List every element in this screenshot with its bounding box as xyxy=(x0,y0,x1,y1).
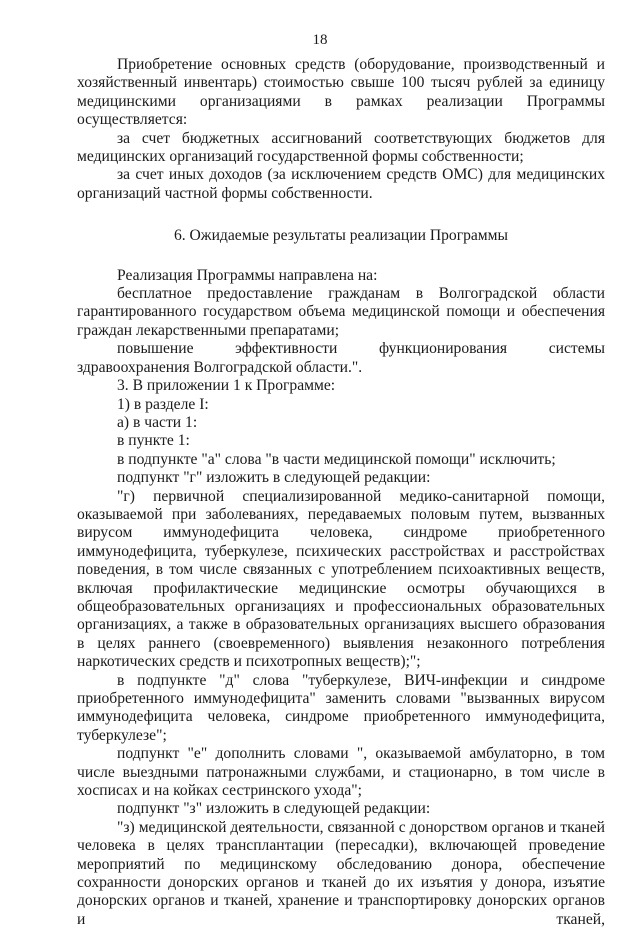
paragraph-acquisition: Приобретение основных средств (оборудование, производственный и хозяйственный инвентарь) стоимостью свыше 100 тысяч рублей за единицу медицинскими организациями в рамках реализации Программы осуществляется: xyxy=(77,56,605,129)
paragraph-subpoint-z-text: "з) медицинской деятельности, связанной с донорством органов и тканей человека в целях трансплантации (пересадки), включающей проведение мероприятий по медицинскому обследованию донора, обеспечение сохранности донорских органов и тканей до их изъятия у донора, изъятие донорских органов и тканей, хранение и транспортировку донорских органов и тканей, xyxy=(77,818,605,928)
document-body xyxy=(77,56,605,929)
paragraph-subpoint-g-text: "г) первичной специализированной медико-санитарной помощи, оказываемой при заболеваниях, передаваемых половым путем, вызванных вирусом иммунодефицита человека, синдроме приобретенного иммунодефицита, туберкулезе, психических расстройствах и расстройствах поведения, в том числе связанных с употреблением психоактивных веществ, включая профилактические медицинские осмотры обучающихся в общеобразовательных организациях и профессиональных образовательных организациях, а также в образовательных организациях высшего образования в целях раннего (своевременного) выявления незаконного потребления наркотических средств и психотропных веществ);"; xyxy=(77,487,605,671)
paragraph-section-i: 1) в разделе I: xyxy=(117,395,209,413)
paragraph-subpoint-g-intro: подпункт "г" изложить в следующей редакции: xyxy=(117,469,431,487)
page-number: 18 xyxy=(312,32,328,48)
paragraph-other-income: за счет иных доходов (за исключением средств ОМС) для медицинских организаций частной формы собственности. xyxy=(77,166,605,202)
paragraph-subpoint-a: в подпункте "а" слова "в части медицинской помощи" исключить; xyxy=(117,450,556,468)
paragraph-free-provision: бесплатное предоставление гражданам в Волгоградской области гарантированного государством объема медицинской помощи и обеспечения граждан лекарственными препаратами; xyxy=(77,285,605,339)
paragraph-subpoint-e: подпункт "е" дополнить словами ", оказываемой амбулаторно, в том числе выездными патронажными службами, и стационарно, в том числе в хосписах и на койках сестринского ухода"; xyxy=(77,745,605,800)
paragraph-point-1: в пункте 1: xyxy=(117,432,190,450)
paragraph-budget-funding: за счет бюджетных ассигнований соответствующих бюджетов для медицинских организаций государственной формы собственности; xyxy=(77,129,605,166)
paragraph-efficiency: повышение эффективности функционирования системы здравоохранения Волгоградской области.". xyxy=(77,340,605,376)
section-heading: 6. Ожидаемые результаты реализации Программы xyxy=(173,227,509,245)
paragraph-part-1: а) в части 1: xyxy=(117,413,198,431)
paragraph-appendix-1: 3. В приложении 1 к Программе: xyxy=(117,377,336,395)
paragraph-subpoint-z-intro: подпункт "з" изложить в следующей редакции: xyxy=(117,800,431,818)
paragraph-subpoint-d: в подпункте "д" слова "туберкулезе, ВИЧ-инфекции и синдроме приобретенного иммунодефицита" заменить словами "вызванных вирусом иммунодефицита человека, синдроме приобретенного иммунодефицита, туберкулезе"; xyxy=(77,671,605,744)
paragraph-program-aims: Реализация Программы направлена на: xyxy=(117,266,378,284)
